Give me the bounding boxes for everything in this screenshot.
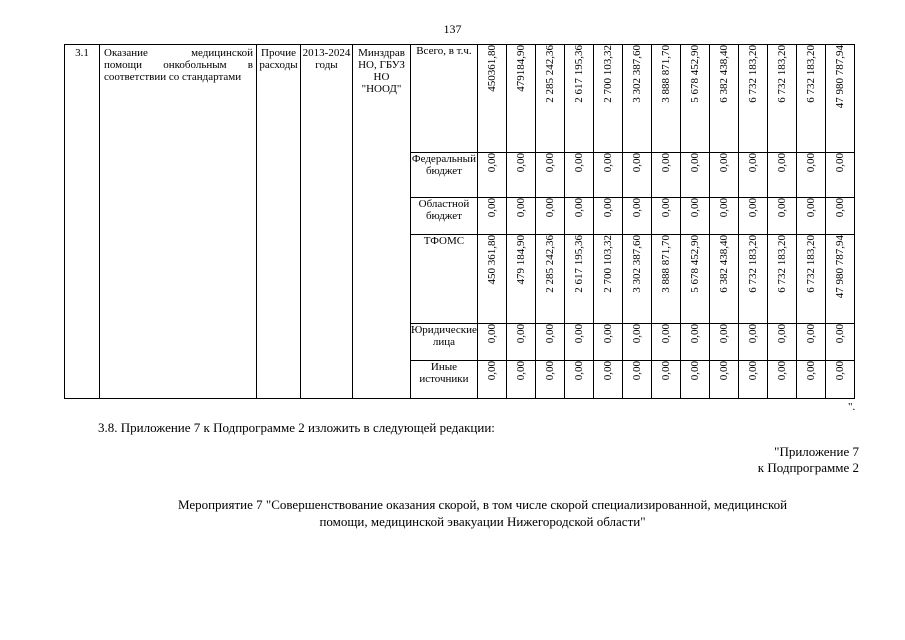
value-cell: [651, 235, 680, 324]
value-cell: [622, 361, 651, 399]
value-text: 0,00: [746, 198, 759, 218]
value-text: 0,00: [514, 153, 527, 173]
value-cell: [825, 45, 854, 153]
value-text: 0,00: [746, 324, 759, 344]
value-cell: [593, 198, 622, 235]
value-text: 0,00: [572, 361, 585, 381]
expense-type-cell: Прочие расходы: [257, 45, 301, 399]
value-text: 0,00: [543, 361, 556, 381]
value-cell: [535, 235, 564, 324]
value-cell: [506, 324, 535, 361]
value-text: 0,00: [485, 153, 498, 173]
value-cell: [622, 45, 651, 153]
value-cell: [651, 361, 680, 399]
value-cell: [709, 153, 738, 198]
value-cell: [593, 235, 622, 324]
value-cell: [825, 198, 854, 235]
value-cell: [506, 45, 535, 153]
value-cell: [535, 361, 564, 399]
value-text: 0,00: [833, 198, 846, 218]
value-text: 0,00: [746, 153, 759, 173]
value-text: 5 678 452,90: [688, 235, 701, 293]
value-text: 0,00: [572, 198, 585, 218]
value-text: 0,00: [717, 361, 730, 381]
value-cell: [825, 361, 854, 399]
value-text: 0,00: [659, 361, 672, 381]
value-text: 0,00: [775, 361, 788, 381]
value-cell: [709, 324, 738, 361]
value-text: 0,00: [804, 153, 817, 173]
value-cell: [593, 153, 622, 198]
value-text: 2 700 103,32: [601, 45, 614, 103]
value-text: 0,00: [833, 324, 846, 344]
value-text: 450 361,80: [485, 235, 498, 285]
value-text: 2 285 242,36: [543, 45, 556, 103]
value-cell: [709, 198, 738, 235]
value-text: 0,00: [514, 324, 527, 344]
value-cell: [651, 45, 680, 153]
value-cell: [680, 198, 709, 235]
value-cell: [825, 324, 854, 361]
value-cell: [825, 153, 854, 198]
value-cell: [709, 45, 738, 153]
funding-source-cell: Областной бюджет: [411, 198, 478, 235]
value-text: 0,00: [717, 198, 730, 218]
value-text: 6 732 183,20: [746, 45, 759, 103]
value-cell: [767, 361, 796, 399]
value-text: 0,00: [775, 324, 788, 344]
value-cell: [535, 153, 564, 198]
value-cell: [738, 153, 767, 198]
value-text: 0,00: [746, 361, 759, 381]
value-text: 0,00: [543, 324, 556, 344]
value-text: 0,00: [514, 198, 527, 218]
value-cell: [680, 324, 709, 361]
value-text: 0,00: [804, 324, 817, 344]
event-title-line-1: Мероприятие 7 "Совершенствование оказания скорой, в том числе скорой специализированной, медицинской: [177, 497, 788, 512]
funding-source-cell: Всего, в т.ч.: [411, 45, 478, 153]
value-cell: [709, 361, 738, 399]
value-cell: [796, 153, 825, 198]
value-cell: [796, 324, 825, 361]
value-text: 6 382 438,40: [717, 235, 730, 293]
value-cell: [564, 45, 593, 153]
appendix-heading: [758, 444, 859, 476]
value-cell: [738, 45, 767, 153]
value-text: 0,00: [543, 153, 556, 173]
value-text: 2 617 195,36: [572, 235, 585, 293]
value-text: 0,00: [775, 153, 788, 173]
funding-source-cell: ТФОМС: [411, 235, 478, 324]
value-text: 0,00: [659, 153, 672, 173]
value-cell: [738, 324, 767, 361]
value-cell: [506, 235, 535, 324]
value-text: 0,00: [572, 153, 585, 173]
value-cell: [477, 324, 506, 361]
value-text: 0,00: [804, 361, 817, 381]
value-cell: [622, 324, 651, 361]
value-cell: [506, 153, 535, 198]
value-text: 0,00: [775, 198, 788, 218]
value-text: 0,00: [833, 153, 846, 173]
value-cell: [535, 198, 564, 235]
event-title: [60, 496, 905, 530]
value-cell: [651, 198, 680, 235]
value-text: 0,00: [688, 198, 701, 218]
period-cell: 2013-2024 годы: [301, 45, 353, 399]
value-text: 6 732 183,20: [775, 45, 788, 103]
value-cell: [477, 361, 506, 399]
value-text: 450361,80: [485, 45, 498, 92]
value-text: 0,00: [717, 324, 730, 344]
value-text: 5 678 452,90: [688, 45, 701, 103]
row-number-cell: 3.1: [65, 45, 100, 399]
funding-source-cell: Юридические лица: [411, 324, 478, 361]
value-cell: [564, 198, 593, 235]
value-cell: [767, 235, 796, 324]
value-text: 6 732 183,20: [775, 235, 788, 293]
value-cell: [651, 153, 680, 198]
instruction-text: 3.8. Приложение 7 к Подпрограмме 2 изложить в следующей редакции:: [98, 420, 495, 435]
value-text: 3 888 871,70: [659, 235, 672, 293]
value-text: 0,00: [659, 324, 672, 344]
value-text: 0,00: [485, 324, 498, 344]
value-cell: [477, 198, 506, 235]
value-cell: [477, 45, 506, 153]
value-cell: [651, 324, 680, 361]
value-text: 3 302 387,60: [630, 45, 643, 103]
value-cell: [767, 45, 796, 153]
value-cell: [593, 45, 622, 153]
value-text: 0,00: [717, 153, 730, 173]
value-cell: [622, 198, 651, 235]
event-title-line-2: помощи, медицинской эвакуации Нижегородской области": [319, 514, 646, 529]
value-cell: [564, 153, 593, 198]
value-cell: [796, 45, 825, 153]
value-cell: [825, 235, 854, 324]
executor-cell: Минздрав НО, ГБУЗ НО "НООД": [353, 45, 411, 399]
value-cell: [506, 198, 535, 235]
appendix-line-2: к Подпрограмме 2: [757, 460, 859, 475]
page-number: 137: [443, 22, 462, 36]
value-text: 0,00: [543, 198, 556, 218]
value-text: 0,00: [630, 198, 643, 218]
value-text: 0,00: [659, 198, 672, 218]
value-text: 0,00: [833, 361, 846, 381]
value-text: 6 382 438,40: [717, 45, 730, 103]
value-cell: [622, 153, 651, 198]
value-cell: [593, 361, 622, 399]
value-text: 47 980 787,94: [833, 45, 846, 109]
value-cell: [767, 153, 796, 198]
value-text: 3 302 387,60: [630, 235, 643, 293]
value-text: 0,00: [630, 153, 643, 173]
value-text: 0,00: [688, 153, 701, 173]
value-text: 6 732 183,20: [746, 235, 759, 293]
value-text: 2 285 242,36: [543, 235, 556, 293]
value-cell: [506, 361, 535, 399]
value-cell: [738, 235, 767, 324]
value-text: 47 980 787,94: [833, 235, 846, 299]
value-cell: [738, 198, 767, 235]
value-text: 6 732 183,20: [804, 235, 817, 293]
value-text: 0,00: [688, 361, 701, 381]
value-cell: [796, 198, 825, 235]
value-cell: [535, 324, 564, 361]
value-text: 0,00: [601, 361, 614, 381]
value-text: 0,00: [804, 198, 817, 218]
value-text: 6 732 183,20: [804, 45, 817, 103]
value-cell: [738, 361, 767, 399]
closing-quote: ".: [848, 401, 856, 413]
measure-name-cell: Оказание медицинской помощи онкобольным в соответствии со стандартами: [100, 45, 257, 399]
value-text: 0,00: [630, 361, 643, 381]
value-cell: [680, 153, 709, 198]
appendix-line-1: "Приложение 7: [774, 444, 859, 459]
value-cell: [680, 45, 709, 153]
value-cell: [767, 198, 796, 235]
value-cell: [535, 45, 564, 153]
value-text: 0,00: [485, 361, 498, 381]
value-cell: [680, 361, 709, 399]
value-cell: [564, 361, 593, 399]
value-cell: [767, 324, 796, 361]
value-cell: [564, 324, 593, 361]
value-cell: [477, 235, 506, 324]
value-text: 0,00: [514, 361, 527, 381]
value-cell: [564, 235, 593, 324]
value-text: 2 700 103,32: [601, 235, 614, 293]
value-text: 0,00: [630, 324, 643, 344]
budget-table: [64, 44, 855, 399]
funding-source-cell: Иные источники: [411, 361, 478, 399]
value-cell: [680, 235, 709, 324]
value-text: 0,00: [485, 198, 498, 218]
funding-source-cell: Федеральный бюджет: [411, 153, 478, 198]
value-text: 0,00: [601, 198, 614, 218]
value-cell: [593, 324, 622, 361]
value-text: 3 888 871,70: [659, 45, 672, 103]
value-cell: [709, 235, 738, 324]
value-cell: [796, 361, 825, 399]
value-cell: [796, 235, 825, 324]
value-cell: [622, 235, 651, 324]
value-text: 0,00: [601, 324, 614, 344]
value-text: 2 617 195,36: [572, 45, 585, 103]
value-text: 479184,90: [514, 45, 527, 92]
value-text: 0,00: [601, 153, 614, 173]
value-text: 479 184,90: [514, 235, 527, 285]
value-cell: [477, 153, 506, 198]
value-text: 0,00: [572, 324, 585, 344]
value-text: 0,00: [688, 324, 701, 344]
